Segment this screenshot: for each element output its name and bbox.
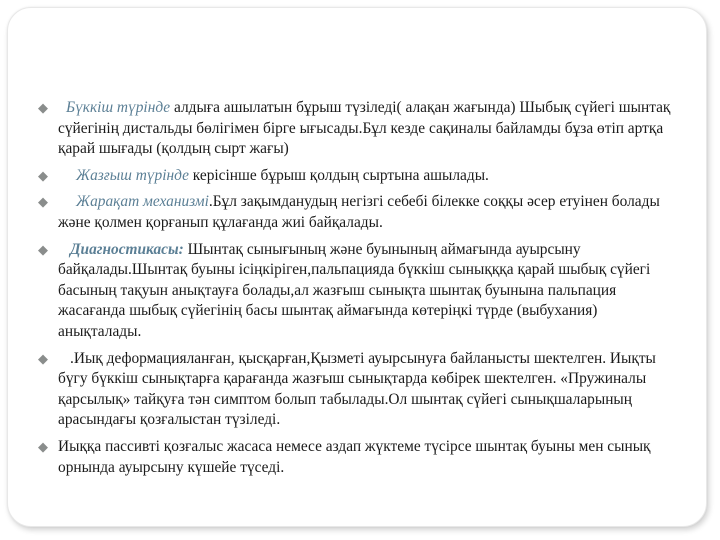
bullet-item-diagnostics <box>38 240 678 343</box>
diamond-bullet-icon: ◆ <box>38 350 48 366</box>
diamond-bullet-icon: ◆ <box>38 167 48 183</box>
bullet-text: керісінше бұрыш қолдың сыртына ашылады. <box>188 166 489 184</box>
bullet-emphasis: Диагностикасы: <box>70 240 184 258</box>
bullet-item-passive-motion <box>38 437 678 478</box>
bullet-item-zhazgysh <box>38 166 678 187</box>
bullet-text: Шынтақ сынығының және буынының аймағында ауырсыну байқалады.Шынтақ буыны ісіңкіріген,пальпацияда бүккіш сынықққа қарай шыбық сүйегі басының тақуын анықтауға болады,ал жазғыш сынықта шынтақ буынына пальпация жасағанда шыбық сүйегінің басы шынтақ аймағында көтеріңкі түрде (выбухания) анықталады. <box>58 240 651 340</box>
bullet-emphasis: Бүккіш түрінде <box>66 99 171 116</box>
diamond-bullet-icon: ◆ <box>38 100 48 115</box>
diamond-bullet-icon: ◆ <box>38 241 48 257</box>
bullet-emphasis: Жазғыш түрінде <box>76 166 189 184</box>
diamond-bullet-icon: ◆ <box>38 438 48 454</box>
bullet-emphasis: Жарақат механизмі <box>76 193 209 211</box>
diamond-bullet-icon: ◆ <box>38 194 48 210</box>
slide-frame <box>7 7 707 527</box>
bullet-list <box>38 98 678 478</box>
bullet-text: Иыққа пассивті қозғалыс жасаса немесе аздап жүктеме түсірсе шынтақ буыны мен сынық орнында ауырсыну күшейе түседі. <box>58 437 651 476</box>
bullet-text: .Иық деформацияланған, қысқарған,Қызметі ауырсынуға байланысты шектелген. Иықты бүгу бүккіш сынықтарға қарағанда жазғыш сынықтарда көбірек шектелген. «Пружиналы қарсылық» тайқуға тән симптом болып табылады.Ол шынтақ сүйегі сынықшаларының арасындағы қозғалыстан түзіледі. <box>58 349 656 429</box>
bullet-item-bukkish <box>38 98 678 160</box>
bullet-text: алдыға ашылатын бұрыш түзіледі( алақан жағында) Шыбық сүйегі шынтақ сүйегінің дистальды бөлігімен бірге ығысады.Бұл кезде сақиналы байламды бұза өтіп артқа қарай шығады (қолдың сырт жағы) <box>58 99 671 158</box>
bullet-text: .Бұл зақымданудың негізгі себебі білекке соққы әсер етуінен болады және қолмен қорғанып құлағанда жиі байқалады. <box>58 193 660 231</box>
slide-content <box>38 98 678 484</box>
bullet-item-mechanism <box>38 192 678 233</box>
bullet-item-deformation <box>38 349 678 431</box>
